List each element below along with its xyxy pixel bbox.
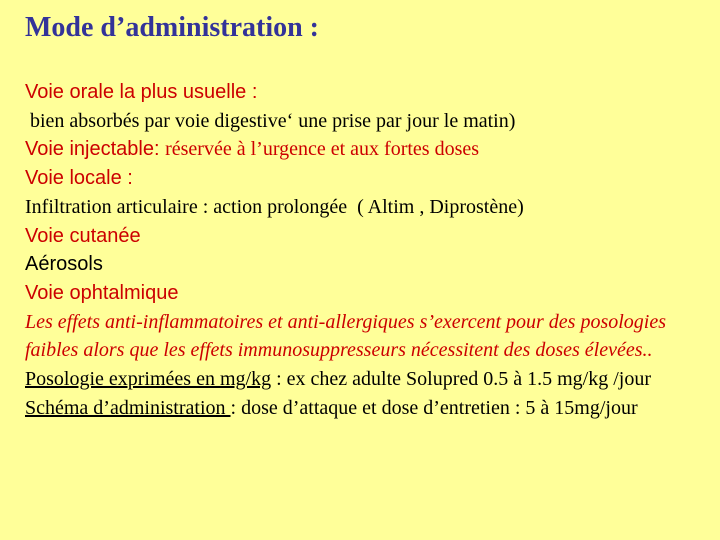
route-injectable	[25, 135, 715, 164]
route-oral-detail: bien absorbés par voie digestive‘ une prise par jour le matin)	[25, 109, 516, 132]
dosage-detail: : ex chez adulte Solupred 0.5 à 1.5 mg/kg /jour	[271, 368, 651, 391]
dosage-paragraph	[25, 365, 715, 394]
route-injectable-detail: réservée à l’urgence et aux fortes doses	[165, 138, 480, 161]
slide-body	[25, 78, 715, 422]
schedule-label: Schéma d’administration	[25, 396, 231, 419]
route-aerosol: Aérosols	[25, 253, 103, 276]
route-local-heading: Voie locale :	[25, 167, 133, 190]
schedule-paragraph	[25, 394, 715, 423]
slide-title: Mode d’administration :	[25, 12, 319, 43]
dosage-label: Posologie exprimées en mg/kg	[25, 368, 272, 391]
route-local-detail: Infiltration articulaire : action prolongée ( Altim , Diprostène)	[25, 195, 524, 218]
route-ophthalmic-heading: Voie ophtalmique	[25, 281, 179, 304]
route-injectable-heading: Voie injectable:	[25, 138, 166, 161]
effects-note: Les effets anti-inflammatoires et anti-allergiques s’exercent pour des posologies faibles alors que les effets immunosuppresseurs nécessitent des doses élevées..	[25, 310, 667, 362]
route-cutaneous-heading: Voie cutanée	[25, 224, 141, 247]
route-oral-heading: Voie orale la plus usuelle :	[25, 81, 258, 103]
schedule-detail: : dose d’attaque et dose d’entretien : 5 à 15mg/jour	[230, 396, 638, 419]
